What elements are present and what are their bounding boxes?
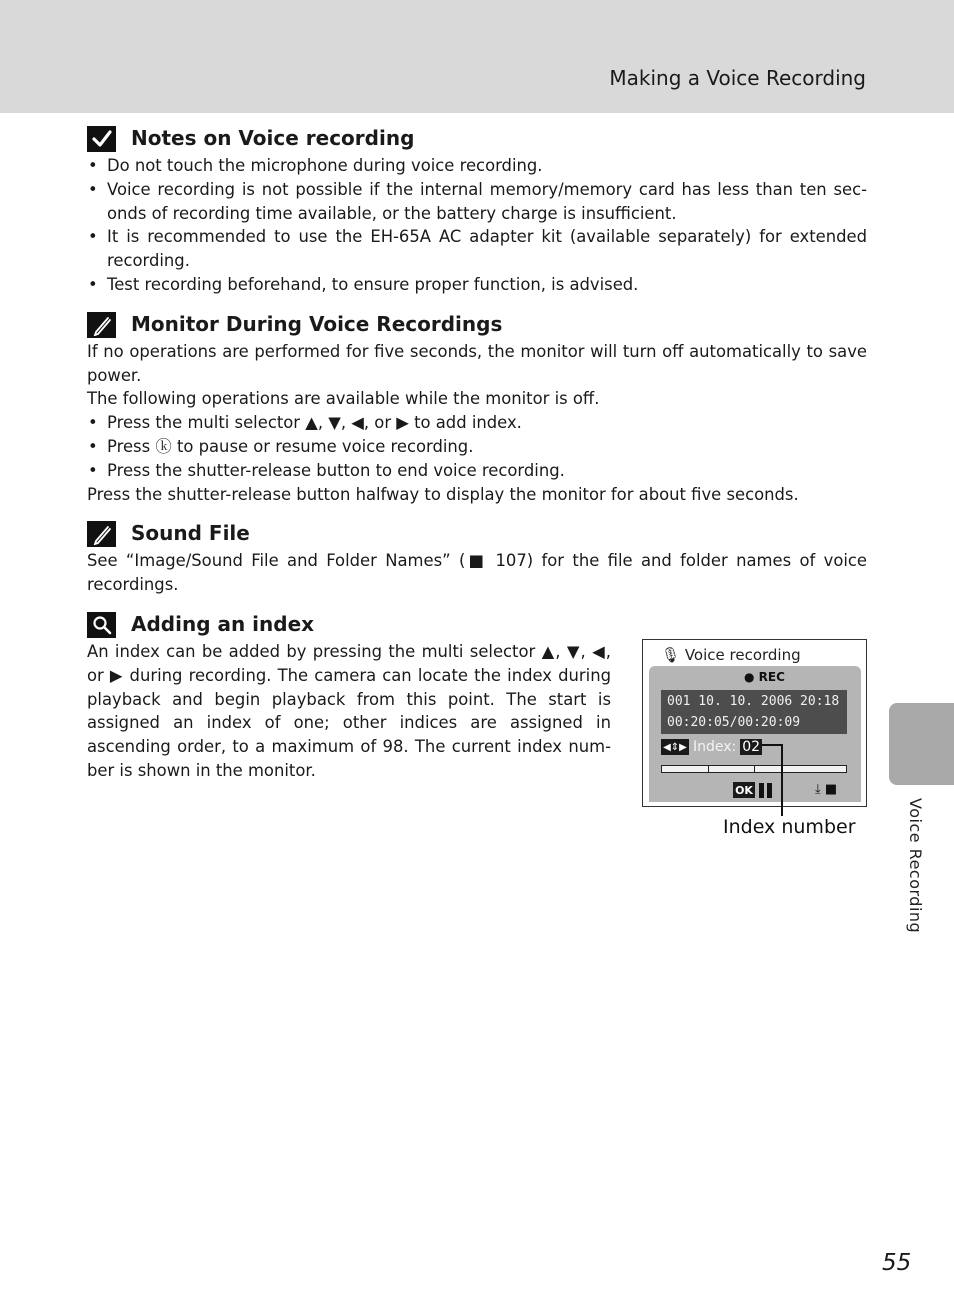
- microphone-icon: 🎙︎: [661, 646, 681, 664]
- magnifier-icon: [87, 612, 116, 638]
- section-sound-file-title: Sound File: [131, 521, 250, 546]
- index-row: [661, 738, 762, 756]
- shutter-stop-icon: ⤓ ■: [815, 782, 838, 797]
- section-notes-heading: [87, 124, 867, 154]
- monitor-illustration: [642, 639, 867, 807]
- callout-leader-vertical: [781, 744, 783, 816]
- section-monitor-title: Monitor During Voice Recordings: [131, 311, 503, 336]
- pencil-icon: [87, 521, 116, 547]
- pause-icon: [759, 783, 773, 798]
- monitor-list: [87, 411, 867, 482]
- list-item: • Press the multi selector ▲, ▼, ◀, or ▶ to add index.: [87, 411, 867, 435]
- screen-title: [661, 646, 801, 664]
- section-monitor: [87, 310, 867, 507]
- stop-label: ■: [824, 782, 838, 797]
- section-sound-file: [87, 519, 867, 597]
- recording-time-line: 00:20:05/00:20:09: [667, 715, 801, 730]
- section-notes-title: Notes on Voice recording: [131, 126, 415, 151]
- callout-leader-horizontal: [761, 744, 783, 746]
- chapter-tab: [889, 703, 954, 785]
- multi-selector-arrows-icon: ◀⇕▶: [661, 739, 689, 755]
- section-monitor-heading: [87, 310, 867, 340]
- chapter-tab-label: Voice Recording: [906, 798, 925, 934]
- progress-bar: [661, 765, 847, 773]
- page-header-title: Making a Voice Recording: [609, 66, 866, 90]
- sound-file-paragraph: See “Image/Sound File and Folder Names” (■ 107) for the file and folder names of voice recordings.: [87, 551, 867, 595]
- index-value: 02: [742, 739, 761, 755]
- ok-button-icon: OK: [733, 782, 755, 798]
- index-label: Index:: [693, 739, 737, 755]
- monitor-paragraph-2: The following operations are available while the monitor is off.: [87, 389, 600, 409]
- page-number: 55: [882, 1250, 912, 1276]
- section-adding-index-title: Adding an index: [131, 612, 315, 637]
- notes-list: [87, 154, 867, 297]
- adding-index-paragraph: An index can be added by pressing the multi selector ▲, ▼, ◀, or ▶ during recording. The camera can locate the index during playback and begin playback from this point. The start is assigned an index of one; other indices are assigned in ascending order, to a maximum of 98. The current index num- ber is shown in the monitor.: [87, 641, 611, 780]
- section-adding-index-heading: [87, 610, 867, 640]
- list-item: • Press the shutter-release button to end voice recording.: [87, 459, 867, 483]
- list-item: • Press ⓚ to pause or resume voice recording.: [87, 435, 867, 459]
- monitor-paragraph-3: Press the shutter-release button halfway to display the monitor for about five seconds.: [87, 484, 799, 504]
- check-mark-icon: [87, 126, 116, 152]
- recording-date-line: 001 10. 10. 2006 20:18: [667, 694, 840, 709]
- list-item: • Test recording beforehand, to ensure proper function, is advised.: [87, 273, 867, 297]
- rec-icon: ● REC: [744, 670, 785, 684]
- pencil-icon: [87, 312, 116, 338]
- section-sound-file-heading: [87, 519, 867, 549]
- section-notes: [87, 124, 867, 297]
- list-item: • Do not touch the microphone during voice recording.: [87, 154, 867, 178]
- rec-badge: REC: [758, 670, 785, 684]
- lcd-panel: [649, 666, 861, 802]
- recording-info-box: [661, 690, 847, 734]
- list-item: • Voice recording is not possible if the internal memory/memory card has less than ten sec- onds of recording time available, or the battery charge is insufficient.: [87, 178, 867, 226]
- header-band: [0, 0, 954, 113]
- screen-title-text: Voice recording: [684, 646, 801, 664]
- callout-index-number: Index number: [723, 816, 856, 838]
- monitor-paragraph-1: If no operations are performed for five seconds, the monitor will turn off automatically to save power.: [87, 341, 867, 385]
- list-item: • It is recommended to use the EH-65A AC adapter kit (available separately) for extended recording.: [87, 225, 867, 273]
